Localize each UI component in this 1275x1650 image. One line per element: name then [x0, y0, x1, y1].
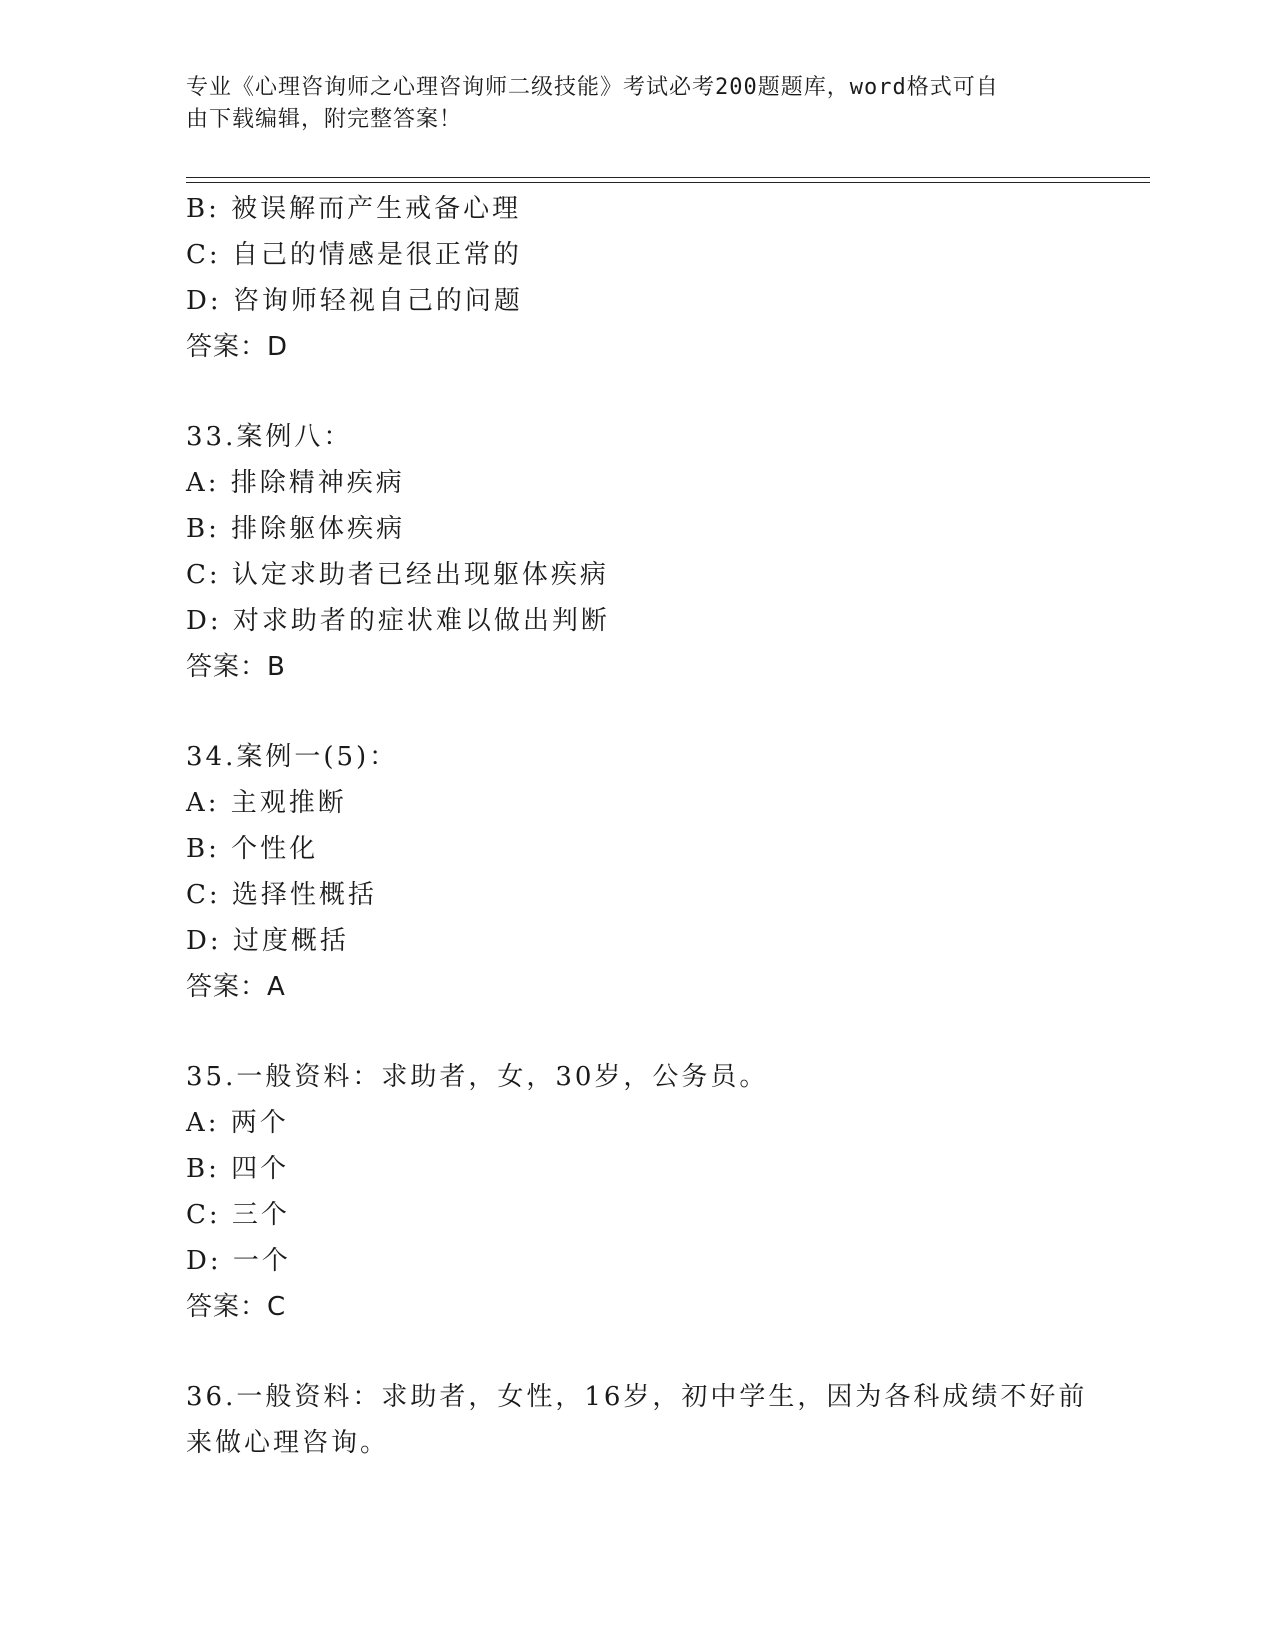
question-title-line-1: 36.一般资料：求助者，女性，16岁，初中学生，因为各科成绩不好前: [186, 1382, 1088, 1412]
option-d: D: 对求助者的症状难以做出判断: [186, 606, 610, 636]
option-d: D: 过度概括: [186, 926, 349, 956]
question-content: [186, 186, 1086, 1466]
option-d: D: 一个: [186, 1246, 291, 1276]
option-d: D: 咨询师轻视自己的问题: [186, 286, 523, 316]
answer-line: 答案：A: [186, 972, 286, 1002]
option-b: B: 排除躯体疾病: [186, 514, 406, 544]
option-a: A: 两个: [186, 1108, 289, 1138]
header-line-1: 专业《心理咨询师之心理咨询师二级技能》考试必考200题题库，word格式可自: [186, 75, 999, 100]
option-b: B: 被误解而产生戒备心理: [186, 194, 522, 224]
option-b: B: 个性化: [186, 834, 319, 864]
option-c: C: 自己的情感是很正常的: [186, 240, 522, 270]
answer-line: 答案：D: [186, 332, 289, 362]
option-c: C: 三个: [186, 1200, 290, 1230]
option-a: A: 排除精神疾病: [186, 468, 405, 498]
question-title: 35.一般资料：求助者，女，30岁，公务员。: [186, 1062, 769, 1092]
answer-line: 答案：B: [186, 652, 286, 682]
option-c: C: 选择性概括: [186, 880, 377, 910]
option-a: A: 主观推断: [186, 788, 347, 818]
question-title: 34.案例一(5)：: [186, 742, 399, 772]
question-title: 33.案例八：: [186, 422, 353, 452]
header-divider-top: [186, 177, 1150, 178]
header-divider-bottom: [186, 182, 1150, 183]
answer-line: 答案：C: [186, 1292, 287, 1322]
option-b: B: 四个: [186, 1154, 290, 1184]
document-header: [186, 72, 1066, 136]
question-title-line-2: 来做心理咨询。: [186, 1428, 390, 1458]
header-line-2: 由下载编辑，附完整答案！: [186, 107, 463, 132]
option-c: C: 认定求助者已经出现躯体疾病: [186, 560, 609, 590]
